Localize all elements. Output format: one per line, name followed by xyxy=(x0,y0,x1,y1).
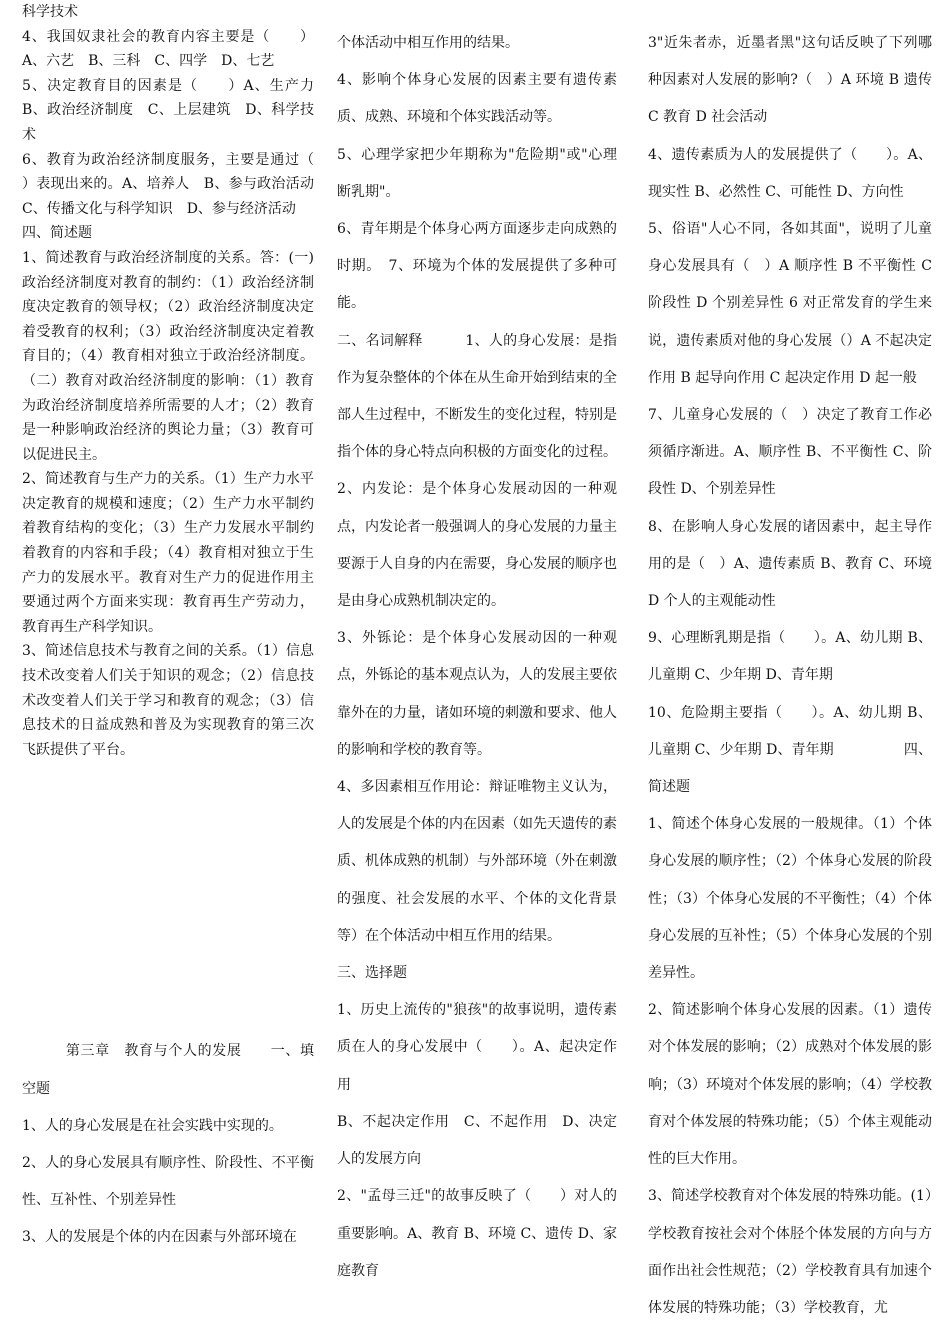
paragraph: 科学技术 xyxy=(22,4,78,20)
paragraph: 二、名词解释 1、人的身心发展：是指作为复杂整体的个体在从生命开始到结束的全部人生过程中，不断发生的变化过程，特别是指个体的身心特点向积极的方面变化的过程。 xyxy=(337,332,617,461)
section-heading: 三、选择题 xyxy=(337,965,407,982)
paragraph: 2、人的身心发展具有顺序性、阶段性、不平衡性、互补性、个别差异性 xyxy=(22,1155,314,1209)
chapter-heading: 第三章 教育与个人的发展 一、填空题 xyxy=(22,1043,314,1097)
paragraph: 6、教育为政治经济制度服务，主要是通过（ ）表现出来的。A、培养人 B、参与政治活动 C、传播文化与科学知识 D、参与经济活动 xyxy=(22,151,342,217)
paragraph: 3、简述信息技术与教育之间的关系。（1）信息技术改变着人们关于知识的观念；（2）信息技术改变着人们关于学习和教育的观念；（3）信息技术的日益成熟和普及为实现教育的第三次飞跃提供了平台。 xyxy=(22,643,314,758)
paragraph: 3、外铄论：是个体身心发展动因的一种观点，外铄论的基本观点认为，人的发展主要依靠外在的力量，诸如环境的刺激和要求、他人的影响和学校的教育等。 xyxy=(337,630,617,758)
left-column xyxy=(22,0,342,1257)
paragraph: 1、历史上流传的"狼孩"的故事说明，遗传素质在人的身心发展中（ ）。A、起决定作用 xyxy=(337,1002,617,1093)
paragraph: 8、在影响人身心发展的诸因素中，起主导作用的是（ ）A、遗传素质 B、教育 C、环境 D 个人的主观能动性 xyxy=(648,518,932,610)
paragraph: 4、我国奴隶社会的教育内容主要是（ ）A、六艺 B、三科 C、四学 D、七艺 xyxy=(22,28,314,70)
paragraph: 4、多因素相互作用论：辩证唯物主义认为，人的发展是个体的内在因素（如先天遗传的素质、机体成熟的机制）与外部环境（外在刺激的强度、社会发展的水平、个体的文化背景等）在个体活动中相互作用的结果。 xyxy=(337,779,617,944)
paragraph: 3、人的发展是个体的内在因素与外部环境在 xyxy=(22,1229,297,1246)
paragraph: 4、遗传素质为人的发展提供了（ ）。A、现实性 B、必然性 C、可能性 D、方向性 xyxy=(648,146,932,200)
paragraph: B、不起决定作用 C、不起作用 D、决定人的发展方向 xyxy=(337,1113,617,1168)
paragraph: 1、简述个体身心发展的一般规律。（1）个体身心发展的顺序性；（2）个体身心发展的阶段性；（3）个体身心发展的不平衡性；（4）个体身心发展的互补性；（5）个体身心发展的个别差异性。 xyxy=(648,816,932,982)
paragraph: 5、俗语"人心不同，各如其面"，说明了儿童身心发展具有（ ）A 顺序性 B 不平衡性 C 阶段性 D 个别差异性 6 对正常发育的学生来说，遗传素质对他的身心发展（）A 不起决定作用 B 起导向作用 C 起决定作用 D 起一般 xyxy=(648,221,932,386)
section-heading: 四、简述题 xyxy=(22,225,92,242)
paragraph: 1、人的身心发展是在社会实践中实现的。 xyxy=(22,1117,283,1134)
right-column xyxy=(648,0,932,1327)
paragraph: 10、危险期主要指（ ）。A、幼儿期 B、儿童期 C、少年期 D、青年期 四、简述题 xyxy=(648,704,932,796)
paragraph: 2、简述影响个体身心发展的因素。（1）遗传对个体发展的影响；（2）成熟对个体发展的影响；（3）环境对个体发展的影响；（4）学校教育对个体发展的特殊功能；（5）个体主观能动性的巨大作用。 xyxy=(648,1002,932,1168)
paragraph: 4、影响个体身心发展的因素主要有遗传素质、成熟、环境和个体实践活动等。 xyxy=(337,72,617,126)
paragraph: 2、"孟母三迁"的故事反映了（ ）对人的重要影响。A、教育 B、环境 C、遗传 D、家庭教育 xyxy=(337,1188,617,1279)
paragraph: 个体活动中相互作用的结果。 xyxy=(337,35,519,51)
paragraph: 2、简述教育与生产力的关系。（1）生产力水平决定教育的规模和速度；（2）生产力水平制约着教育结构的变化；（3）生产力发展水平制约着教育的内容和手段；（4）教育相对独立于生产力的发展水平。教育对生产力的促进作用主要通过两个方面来实现：教育再生产劳动力，教育再生产科学知识。 xyxy=(22,471,314,635)
paragraph: 9、心理断乳期是指（ ）。A、幼儿期 B、儿童期 C、少年期 D、青年期 xyxy=(648,630,932,684)
paragraph: 6、青年期是个体身心两方面逐步走向成熟的时期。 7、环境为个体的发展提供了多种可能。 xyxy=(337,221,617,312)
paragraph: 5、决定教育目的因素是（ ）A、生产力 B、政治经济制度 C、上层建筑 D、科学技术 xyxy=(22,77,314,143)
paragraph: 7、儿童身心发展的（ ）决定了教育工作必须循序渐进。A、顺序性 B、不平衡性 C、阶段性 D、个别差异性 xyxy=(648,407,932,498)
paragraph: 3"近朱者赤，近墨者黑"这句话反映了下列哪种因素对人发展的影响?（ ）A 环境 B 遗传 C 教育 D 社会活动 xyxy=(648,35,932,126)
paragraph: 3、简述学校教育对个体发展的特殊功能。(1）学校教育按社会对个体胫个体发展的方向与方面作出社会性规范；（2）学校教育具有加速个体发展的特殊功能；（3）学校教育，尤 xyxy=(648,1188,932,1316)
paragraph: 2、内发论：是个体身心发展动因的一种观点，内发论者一般强调人的身心发展的力量主要源于人自身的内在需要，身心发展的顺序也是由身心成熟机制决定的。 xyxy=(337,481,617,610)
paragraph: 5、心理学家把少年期称为"危险期"或"心理断乳期"。 xyxy=(337,146,617,200)
paragraph: 1、简述教育与政治经济制度的关系。答：(一) 政治经济制度对教育的制约：（1）政治经济制度决定教育的领导权；（2）政治经济制度决定着受教育的权利；（3）政治经济制度决定着教育目的；（4）教育相对独立于政治经济制度。（二）教育对政治经济制度的影响：（1）教育为政治经济制度培养所需要的人才；（2）教育是一种影响政治经济的舆论力量；（3）教育可以促进民主。 xyxy=(22,249,314,463)
middle-column xyxy=(337,0,617,1290)
